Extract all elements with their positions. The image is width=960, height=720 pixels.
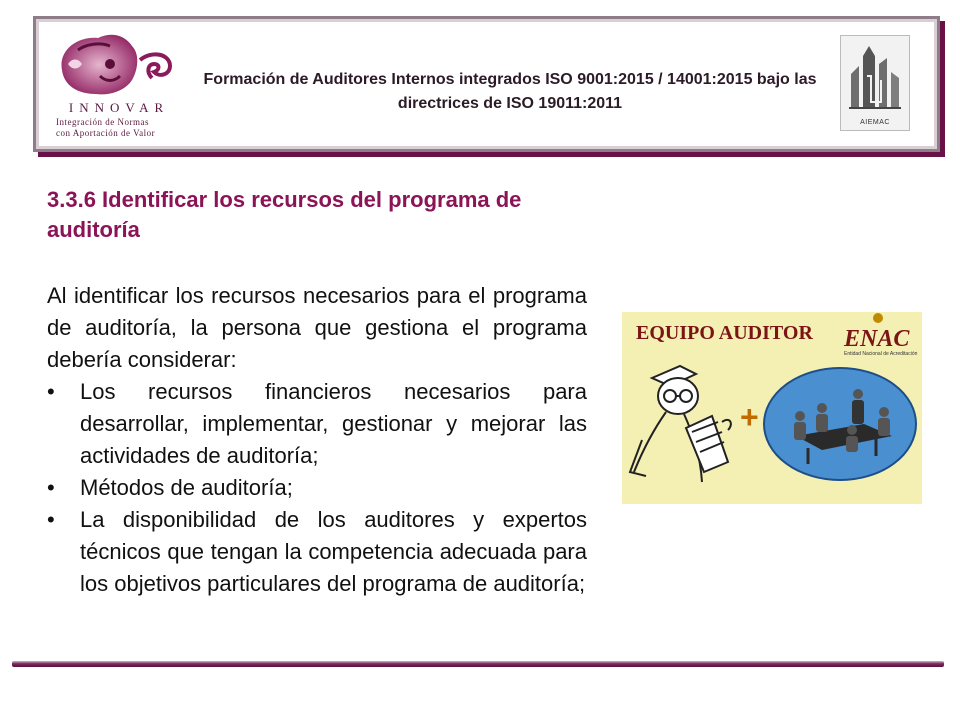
bullet-dot: • <box>47 379 55 404</box>
plus-sign: + <box>740 399 759 435</box>
aiemac-building-icon <box>841 36 909 116</box>
section-title: 3.3.6 Identificar los recursos del programa de auditoría <box>47 187 522 242</box>
equipo-auditor-illustration <box>622 312 922 504</box>
meeting-circle <box>764 368 916 480</box>
innovar-logo <box>48 30 188 140</box>
illustration-title: EQUIPO AUDITOR <box>636 322 813 344</box>
innovar-tagline-1: Integración de Normas <box>56 117 149 127</box>
auditor-figure-icon <box>630 366 731 482</box>
bottom-divider <box>12 661 944 667</box>
list-item <box>47 376 587 472</box>
enac-emblem-icon <box>873 313 883 323</box>
enac-logo: ENAC <box>844 326 910 352</box>
auditor-team-drawing <box>622 312 922 504</box>
enac-subtitle: Entidad Nacional de Acreditación <box>844 351 918 357</box>
innovar-brand: INNOVAR <box>68 100 170 115</box>
aiemac-caption: AIEMAC <box>860 119 890 126</box>
innovar-tagline-2: con Aportación de Valor <box>56 128 156 138</box>
innovar-mask-icon <box>48 30 188 102</box>
bullet-dot: • <box>47 507 55 532</box>
bullet-dot: • <box>47 475 55 500</box>
resource-list <box>47 376 587 600</box>
page-header-title: Formación de Auditores Internos integrados ISO 9001:2015 / 14001:2015 bajo las directrices de ISO 19011:2011 <box>203 71 817 112</box>
list-item <box>47 472 587 504</box>
list-item-text: Los recursos financieros necesarios para desarrollar, implementar, gestionar y mejorar las actividades de auditoría; <box>80 379 587 468</box>
intro-paragraph: Al identificar los recursos necesarios para el programa de auditoría, la persona que gestiona el programa debería considerar: <box>47 283 587 372</box>
list-item-text: Métodos de auditoría; <box>80 475 293 500</box>
list-item <box>47 504 587 600</box>
list-item-text: La disponibilidad de los auditores y expertos técnicos que tengan la competencia adecuada para los objetivos particulares del programa de auditoría; <box>80 507 587 596</box>
aiemac-logo <box>840 35 910 131</box>
